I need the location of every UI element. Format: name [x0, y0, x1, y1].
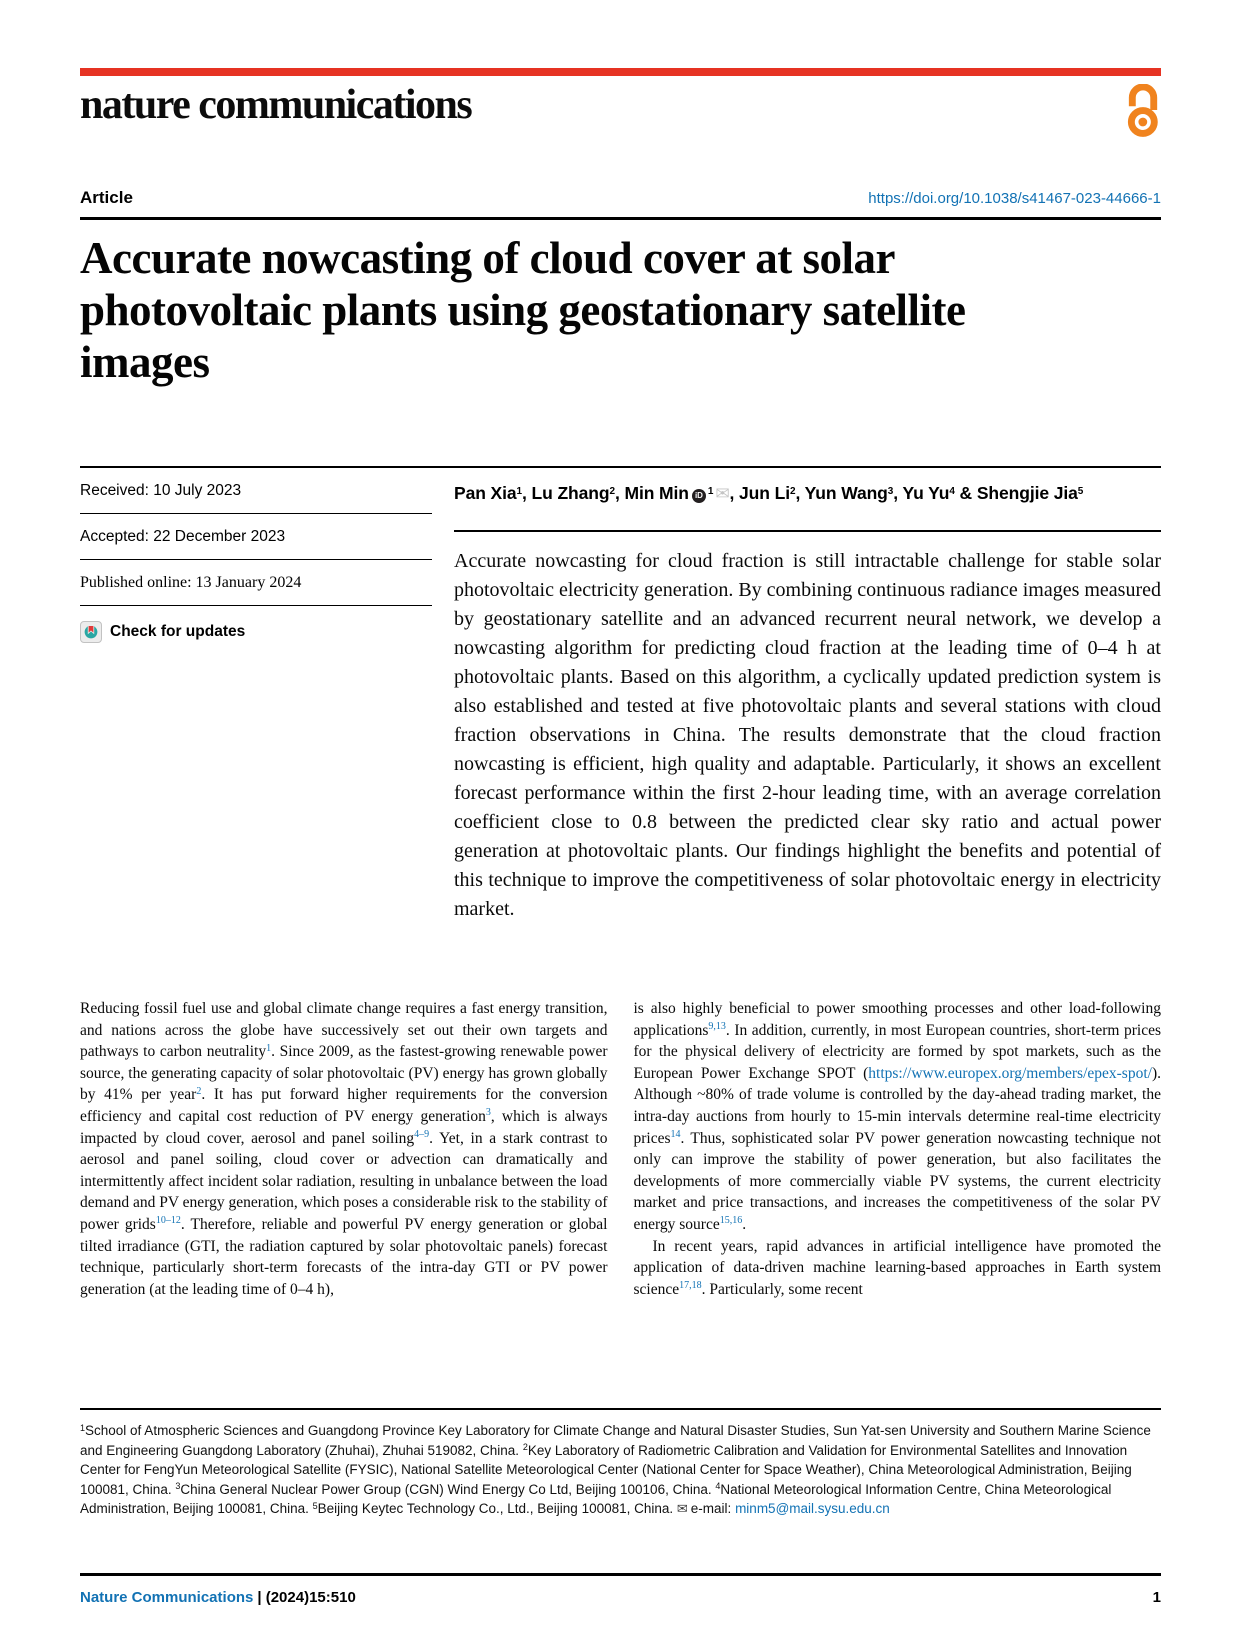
envelope-icon[interactable]: ✉: [715, 484, 730, 504]
page-number: 1: [1152, 1589, 1161, 1606]
body-right-column: [634, 998, 1162, 1300]
abstract-text: Accurate nowcasting for cloud fraction is still intractable challenge for stable solar photovoltaic electricity generation. By combining continuous radiance images measured by geostationary satellite and an advanced recurrent neural network, we develop a nowcasting algorithm for predicting cloud fraction at the leading time of 0–4 h at photovoltaic plants. Based on this algorithm, a cyclically updated prediction system is also established and tested at five photovoltaic plants and several stations with cloud fraction observations in China. The results demonstrate that the cloud fraction nowcasting is efficient, high quality and adaptable. Particularly, it shows an excellent forecast performance within the first 2-hour leading time, with an average correlation coefficient close to 0.8 between the predicted clear sky ratio and actual power generation at photovoltaic plants. Our findings highlight the benefits and potential of this technique to improve the competitiveness of solar photovoltaic energy in electricity market.: [454, 530, 1161, 924]
article-type-label: Article: [80, 188, 133, 207]
orcid-icon[interactable]: iD: [692, 489, 706, 503]
authors-and-abstract: [454, 468, 1161, 924]
article-history: [80, 468, 432, 924]
author-list: Pan Xia$^1$, Lu Zhang$^2$, Min Min iD $^1$ ✉, Jun Li$^2$, Yun Wang$^3$, Yu Yu$^4$ & Shengjie Jia$^5$: [454, 483, 1084, 504]
masthead: [80, 82, 1161, 144]
body-paragraph: Reducing fossil fuel use and global climate change requires a fast energy transition, and nations across the globe have successively set out their own targets and pathways to carbon neutrality$^1$. Since 2009, as the fastest-growing renewable power source, the generating capacity of solar photovoltaic (PV) energy has grown globally by 41% per year$^2$. It has put forward higher requirements for the conversion efficiency and capital cost reduction of PV energy generation$^3$, which is always impacted by cloud cover, aerosol and panel soiling$^{4-9}$. Yet, in a stark contrast to aerosol and panel soiling, cloud cover or advection can dramatically and intermittently affect incident solar radiation, resulting in unbalance between the load demand and PV energy generation, which poses a considerable risk to the stability of power grids$^{10-12}$. Therefore, reliable and powerful PV energy generation or global tilted irradiance (GTI, the radiation captured by solar photovoltaic panels) forecast technique, particularly short-term forecasts of the intra-day GTI or PV power generation (at the leading time of 0–4 h),: [80, 1000, 608, 1298]
journal-citation: [80, 1589, 356, 1606]
body-paragraph: is also highly beneficial to power smoothing processes and other load-following applications$^{9,13}$. In addition, currently, in most European countries, short-term prices for the physical delivery of electricity are formed by spot markets, such as the European Power Exchange SPOT (https://www.europex.org/members/epex-spot/). Although ~80% of trade volume is controlled by the day-ahead trading market, the intra-day auctions from hourly to 15-min intervals determine real-time electricity prices$^{14}$. Thus, sophisticated solar PV power generation nowcasting technique not only can improve the stability of power generation, but also facilitates the developments of more commercially viable PV systems, the current electricity market and price transactions, and increases the competitiveness of the solar PV energy source$^{15,16}$.: [633, 1000, 1161, 1233]
external-link[interactable]: https://www.europex.org/members/epex-spot/: [868, 1064, 1152, 1082]
body-text: [80, 998, 1161, 1300]
reference-superscript[interactable]: 17,18: [679, 1280, 702, 1292]
reference-superscript[interactable]: 9,13: [708, 1021, 726, 1033]
reference-superscript[interactable]: 15,16: [719, 1215, 743, 1227]
reference-superscript[interactable]: 1: [266, 1042, 272, 1054]
accepted-date: Accepted: 22 December 2023: [80, 514, 432, 560]
article-header-row: [80, 188, 1161, 208]
doi-link[interactable]: https://doi.org/10.1038/s41467-023-44666-1: [868, 190, 1161, 207]
reference-superscript[interactable]: 14: [670, 1129, 681, 1141]
body-left-column: [80, 998, 608, 1300]
received-date: Received: 10 July 2023: [80, 468, 432, 514]
article-title: Accurate nowcasting of cloud cover at solar photovoltaic plants using geostationary satellite images: [80, 233, 966, 387]
reference-superscript[interactable]: 4–9: [414, 1129, 430, 1141]
affiliation-superscript: 4: [949, 485, 955, 497]
affiliation-superscript: 3: [887, 485, 894, 497]
reference-superscript[interactable]: 3: [485, 1107, 491, 1119]
check-for-updates-button[interactable]: [80, 606, 432, 658]
journal-name: Nature Communications: [80, 1589, 254, 1606]
citation-text: | (2024)15:510: [257, 1589, 356, 1606]
info-section: [80, 466, 1161, 924]
reference-superscript[interactable]: 2: [196, 1085, 202, 1097]
affiliations-footnote: $^1$School of Atmospheric Sciences and Guangdong Province Key Laboratory for Climate Change and Natural Disaster Studies, Sun Yat-sen University and Southern Marine Science and Engineering Guangdong Laboratory (Zhuhai), Zhuhai 519082, China. $^2$Key Laboratory of Radiometric Calibration and Validation for Environmental Satellites and Innovation Center for FengYun Meteorological Satellite (FYSIC), National Satellite Meteorological Center (National Center for Space Weather), China Meteorological Administration, Beijing 100081, China. $^3$China General Nuclear Power Group (CGN) Wind Energy Co Ltd, Beijing 100106, China. $^4$National Meteorological Information Centre, China Meteorological Administration, Beijing 100081, China. $^5$Beijing Keytec Technology Co., Ltd., Beijing 100081, China. ✉ e-mail: minm5@mail.sysu.edu.cn: [80, 1408, 1161, 1520]
journal-logo: nature communications: [80, 82, 472, 128]
affiliation-superscript: 1: [707, 485, 714, 497]
affiliation-superscript: 4: [715, 1481, 721, 1491]
affiliation-superscript: 1: [516, 485, 522, 497]
reference-superscript[interactable]: 10–12: [155, 1215, 181, 1227]
open-access-icon: [1117, 84, 1161, 143]
affiliation-superscript: 2: [609, 485, 615, 497]
affiliation-superscript: 2: [522, 1442, 528, 1452]
crossmark-icon: [80, 621, 102, 643]
affiliation-superscript: 5: [312, 1500, 318, 1511]
masthead-accent-bar: [80, 68, 1161, 76]
envelope-icon[interactable]: ✉: [676, 1502, 688, 1517]
page-footer: [80, 1573, 1161, 1606]
body-paragraph: In recent years, rapid advances in artificial intelligence have promoted the application of data-driven machine learning-based approaches in Earth system science$^{17,18}$. Particularly, some recent: [633, 1237, 1161, 1298]
affiliation-superscript: 1: [80, 1422, 86, 1433]
affiliation-superscript: 3: [175, 1481, 181, 1491]
published-date: Published online: 13 January 2024: [80, 560, 432, 606]
email-link[interactable]: minm5@mail.sysu.edu.cn: [735, 1501, 890, 1516]
affiliation-superscript: 2: [789, 485, 796, 497]
check-for-updates-label: Check for updates: [110, 623, 246, 640]
header-divider: [80, 217, 1161, 220]
affiliation-superscript: 5: [1077, 485, 1084, 497]
